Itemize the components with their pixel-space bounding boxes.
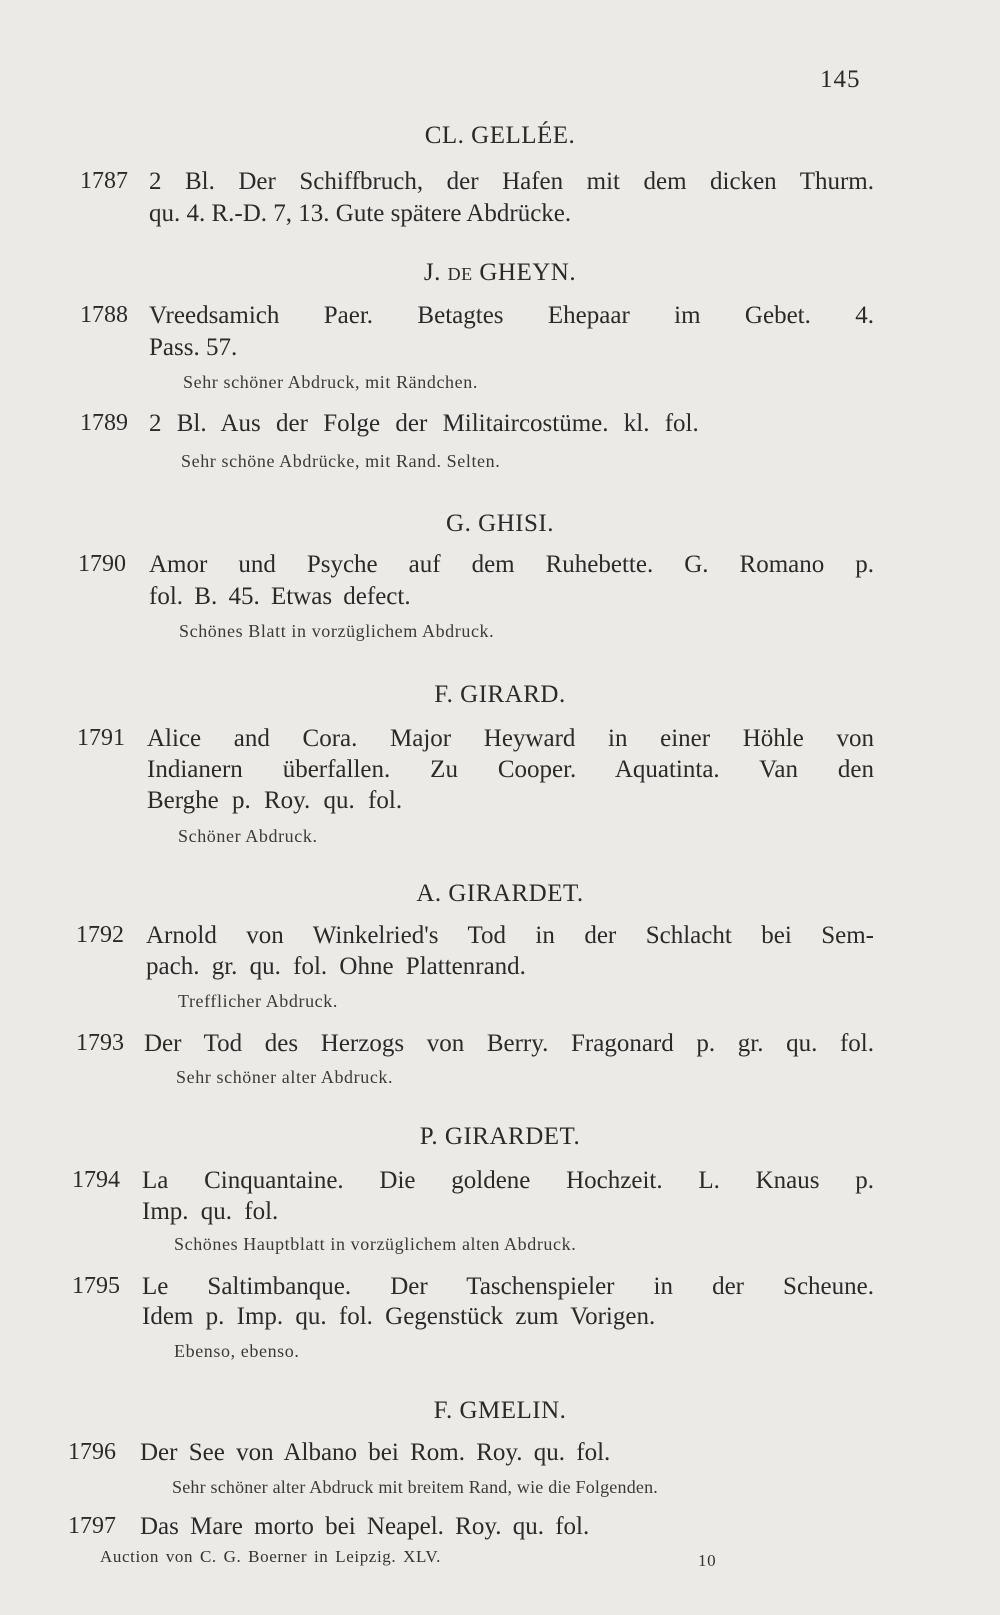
lot-number: 1794 [72,1167,120,1193]
lot-number: 1791 [77,725,125,751]
artist-heading: G. GHISI. [446,510,554,537]
entry-line: Amor und Psyche auf dem Ruhebette. G. Romano p. [149,551,874,578]
signature-mark: 10 [698,1551,717,1570]
entry-line: Pass. 57. [149,334,238,361]
lot-number: 1795 [72,1273,120,1299]
entry-line: Vreedsamich Paer. Betagtes Ehepaar im Gebet. 4. [149,302,874,329]
entry-line: Der Tod des Herzogs von Berry. Fragonard p. gr. qu. fol. [144,1030,874,1057]
condition-note: Sehr schöne Abdrücke, mit Rand. Selten. [181,451,501,471]
heading-particle: DE [447,264,473,284]
entry-line: La Cinquantaine. Die goldene Hochzeit. L. Knaus p. [142,1167,874,1194]
entry-line: 2 Bl. Der Schiffbruch, der Hafen mit dem dicken Thurm. [149,168,874,195]
condition-note: Sehr schöner alter Abdruck mit breitem Rand, wie die Folgenden. [172,1477,658,1497]
entry-line: qu. 4. R.-D. 7, 13. Gute spätere Abdrücke. [149,200,572,227]
lot-number: 1792 [76,922,124,948]
condition-note: Sehr schöner alter Abdruck. [176,1067,394,1087]
lot-number: 1793 [76,1030,124,1056]
artist-heading: P. GIRARDET. [419,1123,581,1150]
footer-imprint: Auction von C. G. Boerner in Leipzig. XLV. [100,1547,441,1566]
entry-line: Das Mare morto bei Neapel. Roy. qu. fol. [140,1513,590,1540]
artist-heading: CL. GELLÉE. [424,122,576,149]
artist-heading: F. GIRARD. [434,681,566,708]
entry-line: pach. gr. qu. fol. Ohne Plattenrand. [146,953,526,980]
entry-line: fol. B. 45. Etwas defect. [149,583,411,610]
lot-number: 1788 [80,302,128,328]
entry-line: Alice and Cora. Major Heyward in einer Höhle von [147,725,874,752]
artist-heading: F. GMELIN. [433,1397,567,1424]
entry-line: Indianern überfallen. Zu Cooper. Aquatinta. Van den [147,756,874,783]
entry-line: Arnold von Winkelried's Tod in der Schlacht bei Sem- [146,922,874,949]
entry-line: 2 Bl. Aus der Folge der Militaircostüme. kl. fol. [149,410,699,437]
condition-note: Ebenso, ebenso. [174,1341,300,1361]
page-number: 145 [820,66,861,93]
entry-line: Berghe p. Roy. qu. fol. [147,787,403,814]
entry-line: Idem p. Imp. qu. fol. Gegenstück zum Vorigen. [142,1303,656,1330]
entry-line: Le Saltimbanque. Der Taschenspieler in der Scheune. [142,1273,874,1300]
lot-number: 1797 [68,1513,116,1539]
heading-initial: J. [423,259,441,286]
condition-note: Sehr schöner Abdruck, mit Rändchen. [183,372,478,392]
lot-number: 1789 [80,410,128,436]
condition-note: Schönes Blatt in vorzüglichem Abdruck. [179,621,495,641]
condition-note: Trefflicher Abdruck. [178,991,338,1011]
artist-heading [0,259,1000,287]
lot-number: 1796 [68,1439,116,1465]
condition-note: Schönes Hauptblatt in vorzüglichem alten Abdruck. [174,1234,577,1254]
lot-number: 1787 [80,168,128,194]
heading-name: GHEYN. [479,259,577,286]
artist-heading: A. GIRARDET. [416,880,584,907]
condition-note: Schöner Abdruck. [178,826,318,846]
entry-line: Imp. qu. fol. [142,1198,279,1225]
entry-line: Der See von Albano bei Rom. Roy. qu. fol. [140,1439,611,1466]
lot-number: 1790 [78,551,126,577]
